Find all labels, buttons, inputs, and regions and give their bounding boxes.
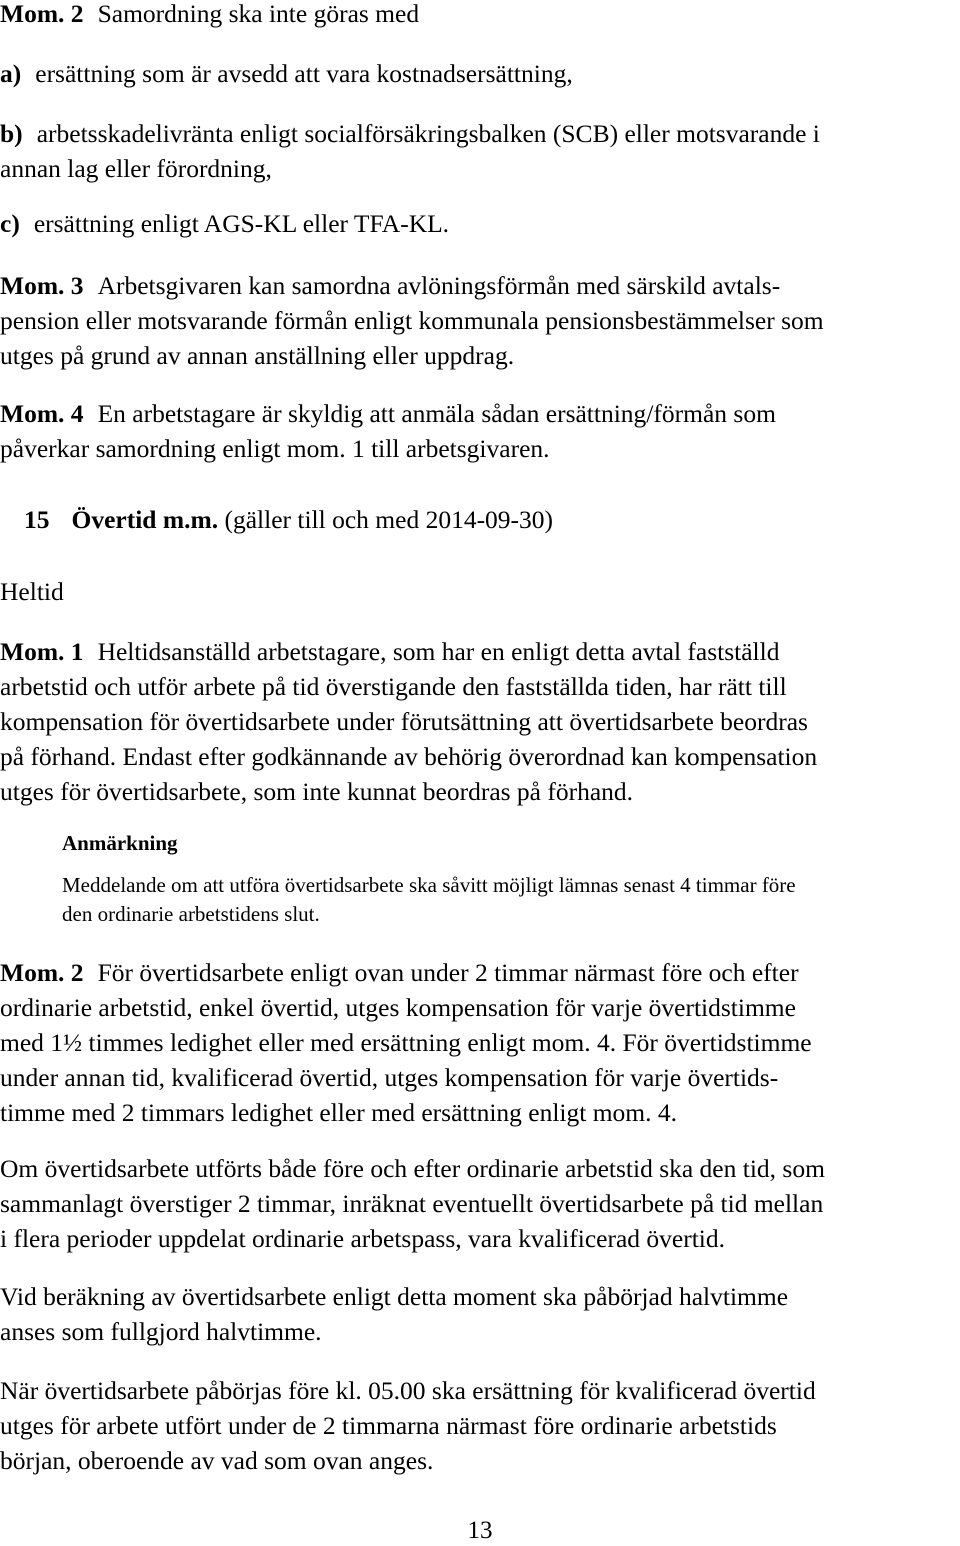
- list-label-a: a): [0, 59, 22, 88]
- para3-line1: När övertidsarbete påbörjas före kl. 05.00 ska ersättning för kvalificerad övertid: [0, 1376, 816, 1405]
- paragraph-half-hour: [0, 1279, 960, 1349]
- mom2b-line3: med 1½ timmes ledighet eller med ersättning enligt mom. 4. För övertidstimme: [0, 1028, 812, 1057]
- list-text-a: ersättning som är avsedd att vara kostnadsersättning,: [35, 59, 573, 88]
- mom1-line3: kompensation för övertidsarbete under förutsättning att övertidsarbete beordras: [0, 707, 808, 736]
- section-heading: [24, 502, 960, 537]
- list-label-b: b): [0, 119, 23, 148]
- mom2-text: Samordning ska inte göras med: [97, 0, 420, 28]
- mom3-paragraph: [0, 268, 960, 373]
- para3-line2: utges för arbete utfört under de 2 timmarna närmast före ordinarie arbetstids: [0, 1411, 777, 1440]
- list-item-b: [0, 116, 960, 186]
- section-validity: (gäller till och med 2014-09-30): [224, 505, 554, 534]
- mom2b-line1: För övertidsarbete enligt ovan under 2 timmar närmast före och efter: [97, 958, 799, 987]
- mom3-line3: utges på grund av annan anställning eller uppdrag.: [0, 341, 515, 370]
- mom4-line2: påverkar samordning enligt mom. 1 till arbetsgivaren.: [0, 434, 550, 463]
- mom1-line1: Heltidsanställd arbetstagare, som har en enligt detta avtal fastställd: [97, 637, 780, 666]
- list-text-c: ersättning enligt AGS-KL eller TFA-KL.: [33, 209, 450, 238]
- section-number: 15: [24, 505, 50, 534]
- mom2-overtime-paragraph: [0, 955, 960, 1130]
- para1-line1: Om övertidsarbete utförts både före och efter ordinarie arbetstid ska den tid, som: [0, 1154, 825, 1183]
- paragraph-early-start: [0, 1373, 960, 1478]
- mom1-label: Mom. 1: [0, 637, 84, 666]
- mom3-line2: pension eller motsvarande förmån enligt kommunala pensionsbestämmelser som: [0, 306, 824, 335]
- note-line2: den ordinarie arbetstidens slut.: [62, 902, 320, 926]
- section-title: Övertid m.m.: [71, 505, 219, 534]
- mom1-line5: utges för övertidsarbete, som inte kunnat beordras på förhand.: [0, 777, 634, 806]
- list-text-b-line1: arbetsskadelivränta enligt socialförsäkringsbalken (SCB) eller motsvarande i: [36, 119, 820, 148]
- paragraph-combined-overtime: [0, 1151, 960, 1256]
- mom1-line2: arbetstid och utför arbete på tid överstigande den fastställda tiden, har rätt till: [0, 672, 787, 701]
- mom2b-line4: under annan tid, kvalificerad övertid, utges kompensation för varje övertids-: [0, 1063, 779, 1092]
- list-item-c: [0, 206, 960, 241]
- mom2-intro: [0, 0, 960, 31]
- mom3-label: Mom. 3: [0, 271, 84, 300]
- mom3-line1: Arbetsgivaren kan samordna avlöningsförmån med särskild avtals-: [97, 271, 781, 300]
- mom2-label: Mom. 2: [0, 0, 84, 28]
- mom4-label: Mom. 4: [0, 399, 84, 428]
- mom2b-line5: timme med 2 timmars ledighet eller med ersättning enligt mom. 4.: [0, 1098, 678, 1127]
- para1-line3: i flera perioder uppdelat ordinarie arbetspass, vara kvalificerad övertid.: [0, 1224, 726, 1253]
- para3-line3: början, oberoende av vad som ovan anges.: [0, 1446, 434, 1475]
- para2-line2: anses som fullgjord halvtimme.: [0, 1317, 322, 1346]
- mom1-line4: på förhand. Endast efter godkännande av behörig överordnad kan kompensation: [0, 742, 818, 771]
- mom1-paragraph: [0, 634, 960, 809]
- mom4-line1: En arbetstagare är skyldig att anmäla sådan ersättning/förmån som: [97, 399, 776, 428]
- note-text: [62, 871, 942, 929]
- note-heading: Anmärkning: [62, 831, 178, 855]
- note-line1: Meddelande om att utföra övertidsarbete ska såvitt möjligt lämnas senast 4 timmar före: [62, 873, 796, 897]
- subheading-heltid: Heltid: [0, 577, 64, 606]
- page-number: 13: [467, 1517, 493, 1544]
- mom2b-line2: ordinarie arbetstid, enkel övertid, utges kompensation för varje övertidstimme: [0, 993, 796, 1022]
- list-item-a: [0, 56, 960, 91]
- mom2b-label: Mom. 2: [0, 958, 84, 987]
- para2-line1: Vid beräkning av övertidsarbete enligt detta moment ska påbörjad halvtimme: [0, 1282, 789, 1311]
- list-text-b-line2: annan lag eller förordning,: [0, 154, 272, 183]
- mom4-paragraph: [0, 396, 960, 466]
- para1-line2: sammanlagt överstiger 2 timmar, inräknat eventuellt övertidsarbete på tid mellan: [0, 1189, 824, 1218]
- list-label-c: c): [0, 209, 20, 238]
